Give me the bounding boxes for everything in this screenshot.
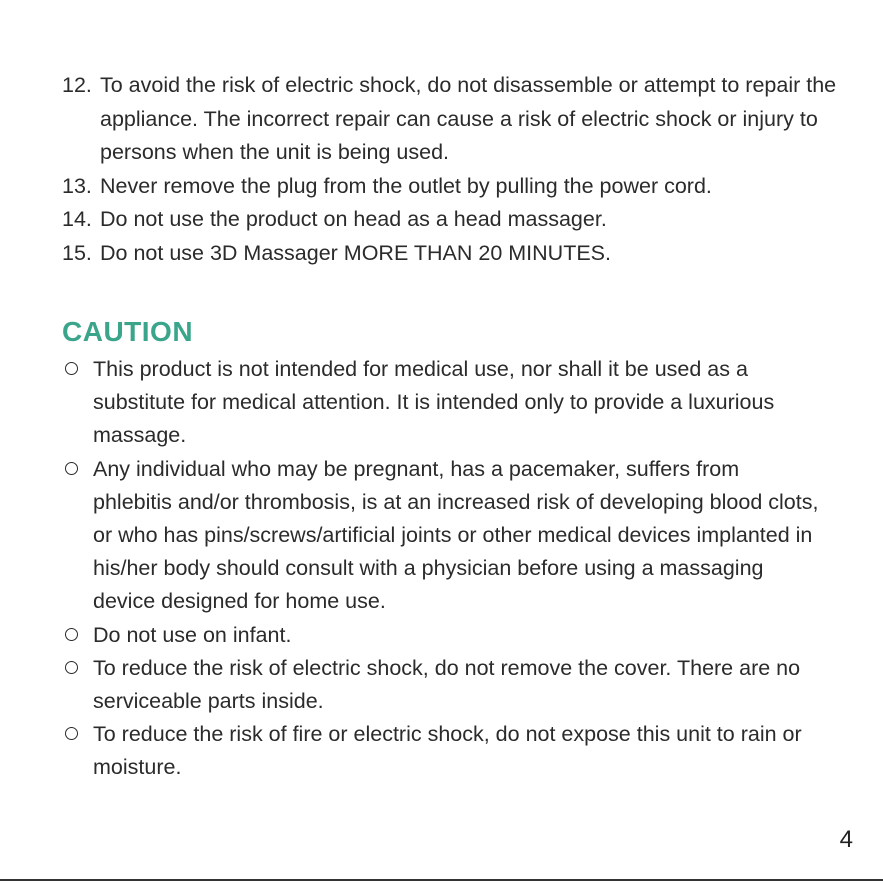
item-number: 13. <box>62 173 92 198</box>
circle-bullet-icon <box>62 652 93 718</box>
item-number: 12. <box>62 73 92 97</box>
list-item <box>62 203 852 237</box>
caution-text: This product is not intended for medical use, nor shall it be used as a substitute for medical attention. It is intended only to provide a luxurious massage. <box>93 357 775 448</box>
list-item <box>62 652 822 718</box>
circle-bullet-icon <box>62 353 93 453</box>
caution-text: To reduce the risk of electric shock, do not remove the cover. There are no serviceable parts inside. <box>93 655 801 714</box>
list-item <box>62 718 822 784</box>
item-text: To avoid the risk of electric shock, do not disassemble or attempt to repair the appliance. The incorrect repair can cause a risk of electric shock or injury to persons when the unit is being used. <box>100 73 837 164</box>
page-number: 4 <box>839 826 853 853</box>
item-text: Do not use 3D Massager MORE THAN 20 MINUTES. <box>100 240 611 265</box>
item-text: Do not use the product on head as a head massager. <box>100 207 607 231</box>
item-text: Never remove the plug from the outlet by pulling the power cord. <box>100 173 712 198</box>
caution-heading: CAUTION <box>62 316 194 347</box>
list-item <box>62 69 852 170</box>
bottom-divider <box>0 879 883 881</box>
caution-list <box>62 353 822 785</box>
circle-bullet-icon <box>62 453 93 619</box>
caution-text: To reduce the risk of fire or electric shock, do not expose this unit to rain or moisture. <box>93 722 802 780</box>
caution-text: Any individual who may be pregnant, has a pacemaker, suffers from phlebitis and/or thrombosis, is at an increased risk of developing blood clots, or who has pins/screws/artificial joints or other medical devices implanted in his/her body should consult with a physician before using a massaging device designed for home use. <box>93 456 819 614</box>
list-item <box>62 353 822 453</box>
circle-bullet-icon <box>62 619 93 652</box>
list-item <box>62 237 852 271</box>
list-item <box>62 619 822 652</box>
item-number: 15. <box>62 240 92 265</box>
circle-bullet-icon <box>62 718 93 784</box>
numbered-safety-list <box>62 69 852 270</box>
item-number: 14. <box>62 207 92 231</box>
list-item <box>62 453 822 619</box>
list-item <box>62 170 852 204</box>
caution-text: Do not use on infant. <box>93 622 292 647</box>
